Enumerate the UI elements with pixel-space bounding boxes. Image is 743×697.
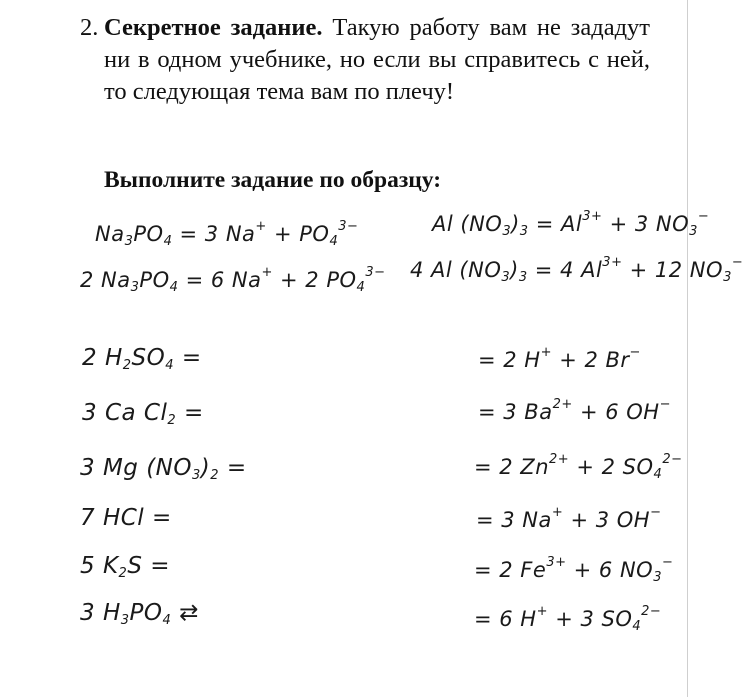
- task-paragraph: [80, 12, 650, 108]
- exercise-right-2: = 3 $Ba^{2+} + 6$ OH−: [478, 397, 671, 424]
- exercise-right-3: = 2 $Zn^{2+} + 2$ $SO_4^{2-}$: [474, 452, 683, 482]
- exercise-left-3: 3 Mg $(NO_3)_2$ =: [80, 455, 247, 483]
- exercise-right-4: = 3 Na+ + 3 OH−: [476, 505, 662, 532]
- instruction-heading: Выполните задание по образцу:: [104, 167, 442, 193]
- exercise-right-6: = 6 H+ + 3 $SO_4^{2-}$: [474, 604, 662, 634]
- task-number: 2.: [80, 14, 99, 41]
- exercise-left-1: 2 $H_2SO_4$ =: [82, 345, 202, 373]
- exercise-right-1: = 2 H+ + 2 Br−: [478, 345, 641, 372]
- page-edge: [687, 0, 688, 697]
- example-right-2: 4 Al $(NO_3)_3 = 4$ $Al^{3+} + 12$ $NO_3^-$: [410, 255, 743, 285]
- exercise-left-6: 3 $H_3PO_4$ ⇄: [80, 600, 199, 628]
- exercise-left-4: 7 HCl =: [80, 505, 172, 531]
- task-text: Такую работу вам не зададут ни в одном учебнике, но если вы справитесь с ней, то следующая тема вам по плечу!: [104, 14, 650, 105]
- example-left-1: $Na_3PO_4 = 3$ $Na^+ + PO_4^{3-}$: [95, 219, 359, 249]
- exercise-left-2: 3 Ca $Cl_2$ =: [82, 400, 204, 428]
- task-body: [104, 12, 650, 108]
- example-right-1: Al $(NO_3)_3 = Al^{3+} + 3$ $NO_3^-$: [432, 209, 710, 239]
- exercise-right-5: = 2 $Fe^{3+} + 6$ $NO_3^-$: [474, 555, 674, 585]
- example-left-2: 2 $Na_3PO_4 = 6$ Na+ + 2 $PO_4^{3-}$: [80, 265, 386, 295]
- exercise-left-5: 5 $K_2S$ =: [80, 553, 170, 581]
- task-title: Секретное задание.: [104, 14, 323, 41]
